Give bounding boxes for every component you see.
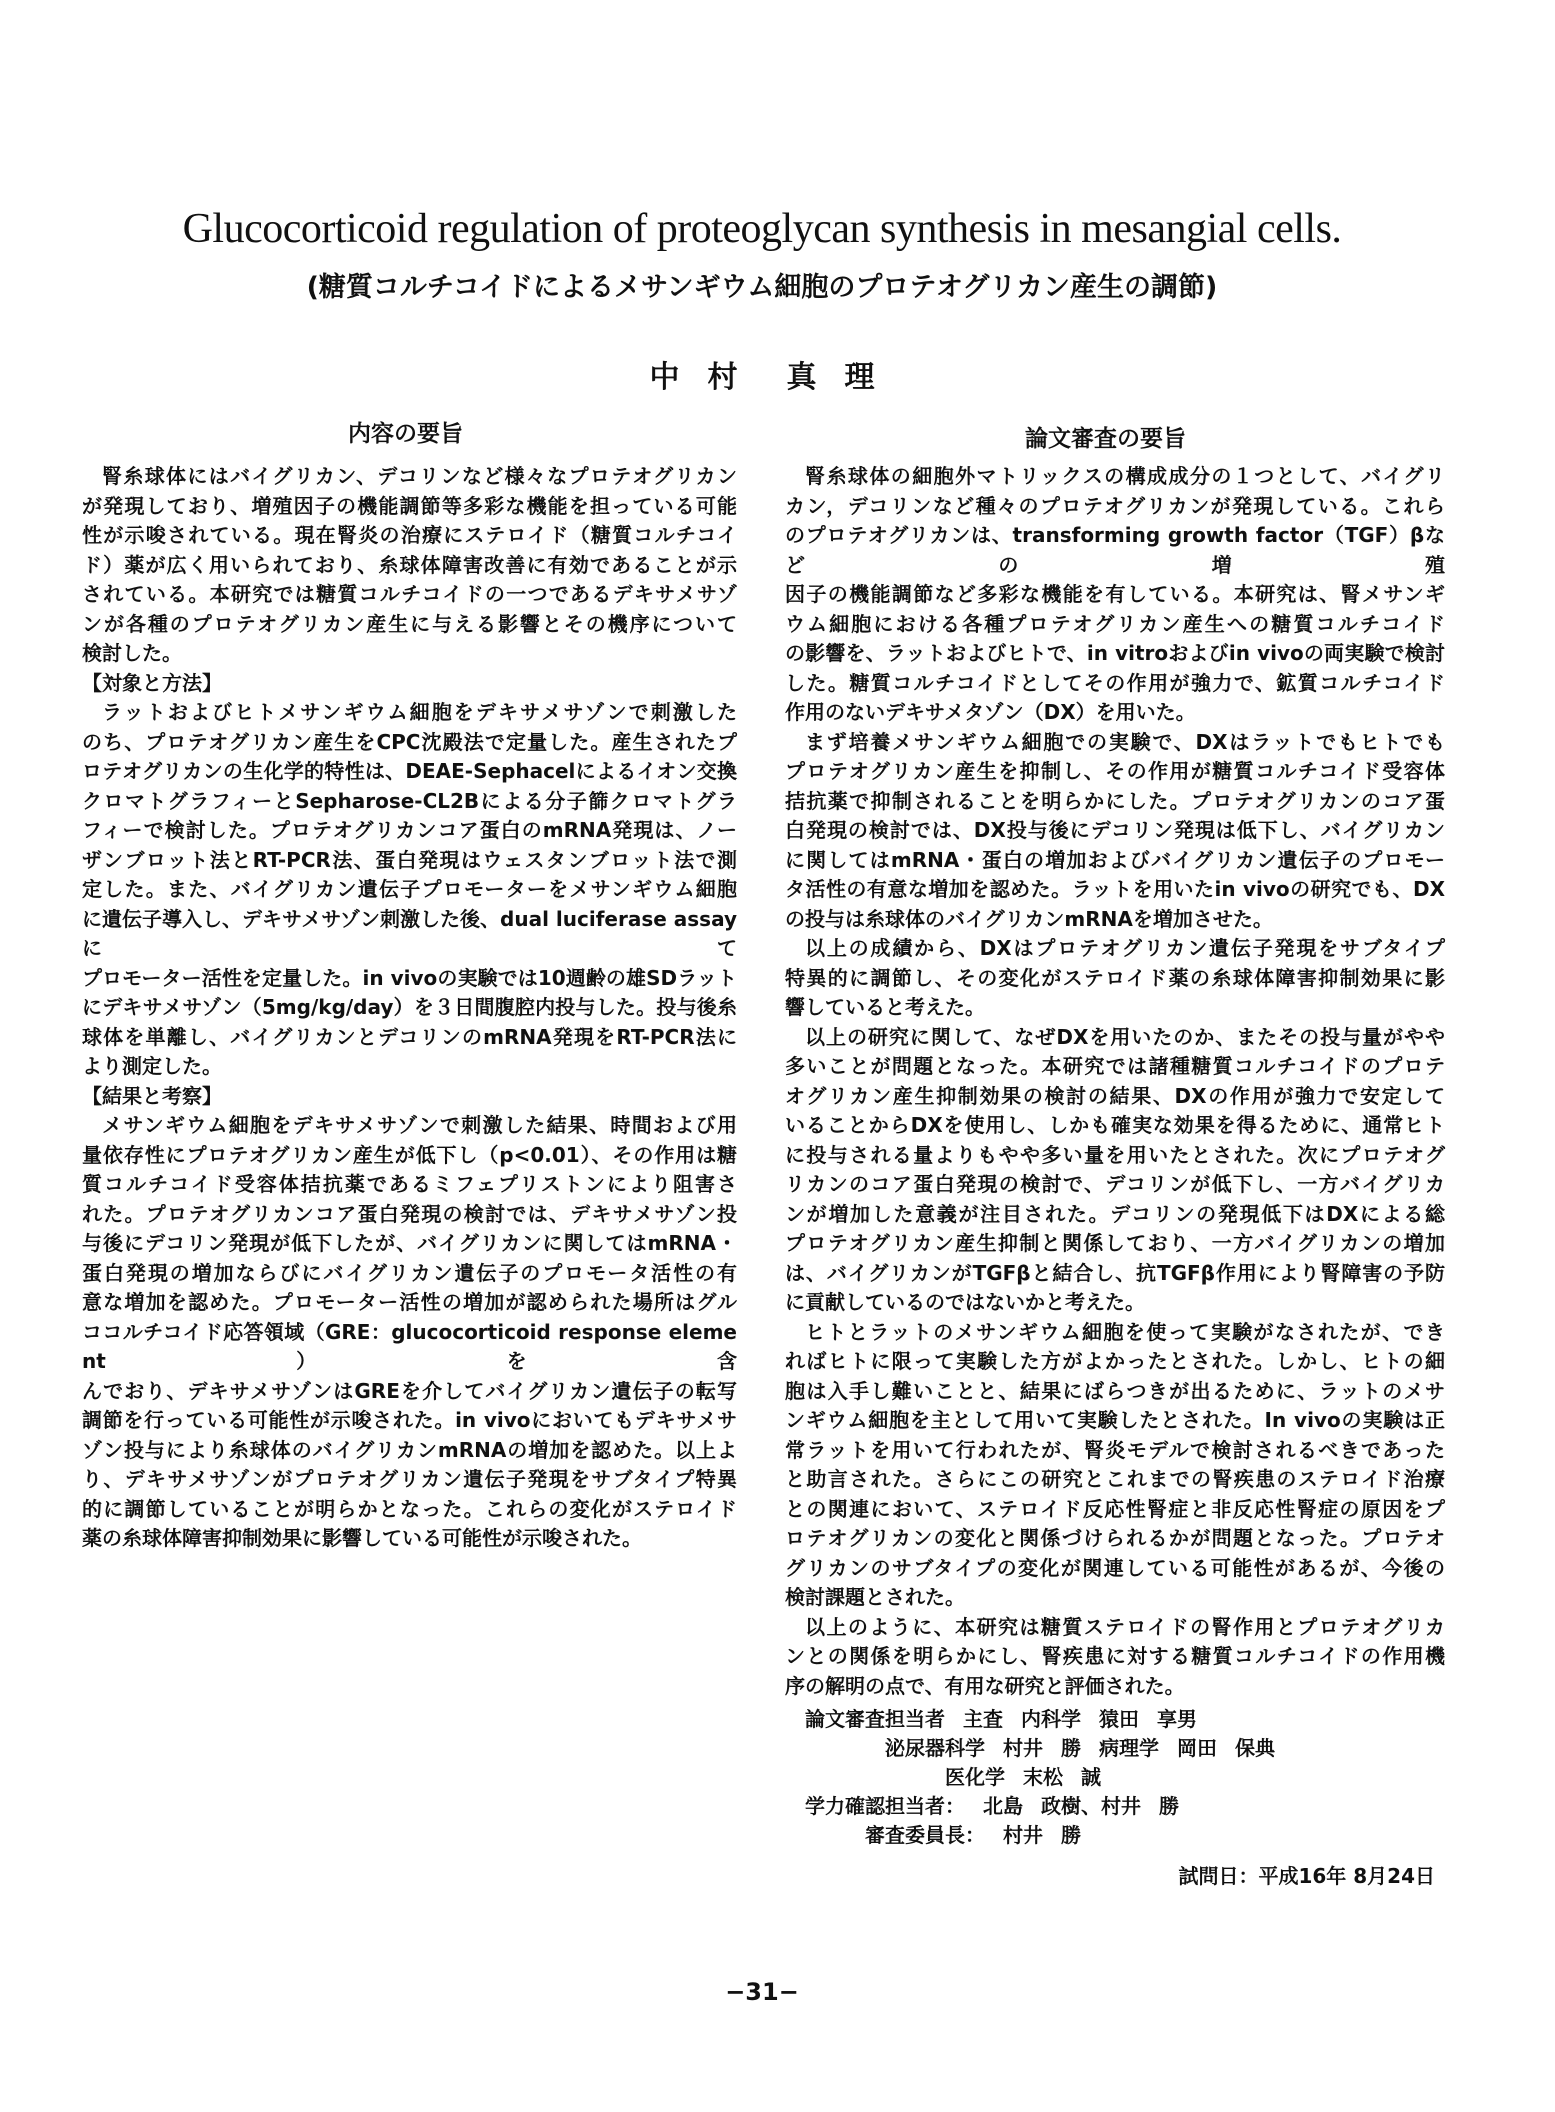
paragraph (785, 728, 1445, 935)
paragraph (785, 1318, 1445, 1613)
text-line: 検討課題とされた。 (785, 1585, 965, 1609)
committee-field: 勝 (1061, 1823, 1081, 1847)
text-line: に投与される量よりもやや多い量を用いたとされた。次にプロテオグ (785, 1142, 1445, 1167)
text-line: メサンギウム細胞をデキサメサゾンで刺激した結果、時間および用 (102, 1113, 737, 1137)
text-line: ンとの関係を明らかにし、腎疾患に対する糖質コルチコイドの作用機 (785, 1644, 1445, 1668)
text-line: 球体を単離し、バイグリカンとデコリンのmRNA発現をRT-PCR法に (82, 1024, 737, 1049)
text-line: グリカンのサブタイプの変化が関連している可能性があるが、今後の (785, 1555, 1445, 1580)
subsection-heading (82, 1082, 737, 1112)
committee-field: 泌尿器科学 (885, 1736, 985, 1760)
text-line: ンが各種のプロテオグリカン産生に与える影響とその機序について (82, 611, 737, 636)
text-line: ゾン投与により糸球体のバイグリカンmRNAの増加を認めた。以上よ (82, 1437, 737, 1462)
committee-field: 勝 (1159, 1794, 1179, 1818)
committee-field: 享男 (1157, 1707, 1197, 1731)
text-line: れた。プロテオグリカンコア蛋白発現の検討では、デキサメサゾン投 (82, 1201, 737, 1226)
committee-field: 北島 (983, 1794, 1023, 1818)
text-line: 因子の機能調節など多彩な機能を有している。本研究は、腎メサンギ (785, 582, 1445, 606)
exam-date: 試問日：平成16年 8月24日 (1178, 1864, 1435, 1888)
text-line: ザンブロット法とRT-PCR法、蛋白発現はウェスタンブロット法で測 (82, 847, 737, 872)
text-line: ロテオグリカンの変化と関係づけられるかが問題となった。プロテオ (785, 1526, 1445, 1550)
review-column (785, 462, 1445, 1892)
committee-field: 審査委員長： (865, 1823, 985, 1847)
text-line: 拮抗薬で抑制されることを明らかにした。プロテオグリカンのコア蛋 (785, 788, 1445, 813)
text-line: 与後にデコリン発現が低下したが、バイグリカンに関してはmRNA・ (82, 1231, 737, 1255)
text-line: 胞は入手し難いことと、結果にばらつきが出るために、ラットのメサ (785, 1378, 1445, 1403)
text-line: ラットおよびヒトメサンギウム細胞をデキサメサゾンで刺激した (102, 700, 737, 724)
committee-field: 医化学 (945, 1765, 1005, 1789)
text-line: んでおり、デキサメサゾンはGREを介してバイグリカン遺伝子の転写 (82, 1378, 737, 1403)
text-line: 特異的に調節し、その変化がステロイド薬の糸球体障害抑制効果に影 (785, 965, 1445, 990)
text-line: 意な増加を認めた。プロモーター活性の増加が認められた場所はグル (82, 1290, 737, 1314)
text-line: されている。本研究では糖質コルチコイドの一つであるデキサメサゾ (82, 582, 737, 606)
committee-field: 保典 (1235, 1736, 1275, 1760)
text-line: ヒトとラットのメサンギウム細胞を使って実験がなされたが、でき (805, 1319, 1445, 1344)
review-body (785, 462, 1445, 1701)
page-number: −31− (725, 1978, 799, 2006)
text-line: 以上の研究に関して、なぜDXを用いたのか、またその投与量がやや (805, 1024, 1445, 1049)
text-line: にデキサメサゾン（5mg/kg/day）を３日間腹腔内投与した。投与後糸 (82, 995, 737, 1019)
text-line: ココルチコイド応答領域（GRE：glucocorticoid response element）を含 (82, 1319, 737, 1373)
text-line: した。糖質コルチコイドとしてその作用が強力で、鉱質コルチコイド (785, 670, 1445, 695)
text-line: ド）薬が広く用いられており、糸球体障害改善に有効であることが示 (82, 552, 737, 577)
committee-field: 猿田 (1099, 1707, 1139, 1731)
text-line: は、バイグリカンがTGFβと結合し、抗TGFβ作用により腎障害の予防 (785, 1260, 1445, 1285)
paragraph (82, 698, 737, 1082)
text-line: り、デキサメサゾンがプロテオグリカン遺伝子発現をサブタイプ特異 (82, 1467, 737, 1491)
paper-title: Glucocorticoid regulation of proteoglycan synthesis in mesangial cells. (182, 206, 1342, 252)
text-line: 検討した。 (82, 641, 182, 665)
text-line: 常ラットを用いて行われたが、腎炎モデルで検討されるべきであった (785, 1437, 1445, 1462)
text-line: 腎糸球体にはバイグリカン、デコリンなど様々なプロテオグリカン (102, 464, 737, 488)
text-line: に関してはmRNA・蛋白の増加およびバイグリカン遺伝子のプロモー (785, 847, 1445, 872)
text-line: 性が示唆されている。現在腎炎の治療にステロイド（糖質コルチコイ (82, 523, 737, 547)
text-line: 以上の成績から、DXはプロテオグリカン遺伝子発現をサブタイプ (805, 936, 1445, 960)
text-line: 【結果と考察】 (82, 1083, 222, 1108)
paragraph (785, 1023, 1445, 1318)
text-line: まず培養メサンギウム細胞での実験で、DXはラットでもヒトでも (805, 729, 1445, 754)
committee-field: 村井 (1003, 1823, 1043, 1847)
subsection-heading (82, 669, 737, 699)
text-line: 的に調節していることが明らかとなった。これらの変化がステロイド (82, 1496, 737, 1521)
text-line: ンが増加した意義が注目された。デコリンの発現低下はDXによる総 (785, 1201, 1445, 1226)
author-char: 真 (786, 360, 817, 395)
text-line: 序の解明の点で、有用な研究と評価された。 (785, 1673, 1185, 1698)
paragraph (82, 1111, 737, 1554)
text-line: より測定した。 (82, 1054, 222, 1078)
text-line: ロテオグリカンの生化学的特性は、DEAE-Sephacelによるイオン交換 (82, 759, 737, 783)
section-heading-summary: 内容の要旨 (348, 421, 463, 447)
section-heading-review: 論文審査の要旨 (1025, 426, 1186, 452)
text-line: のプロテオグリカンは、transforming growth factor（TGF）βなどの増殖 (785, 523, 1445, 577)
committee-row (785, 1763, 1445, 1792)
text-line: ンギウム細胞を主として用いて実験したとされた。In vivoの実験は正 (785, 1408, 1445, 1432)
text-line: 白発現の検討では、DX投与後にデコリン発現は低下し、バイグリカン (785, 818, 1445, 842)
committee-field: 病理学 (1099, 1736, 1159, 1760)
committee-field: 誠 (1081, 1765, 1101, 1789)
committee-field: 村井 (1003, 1736, 1043, 1760)
text-line: フィーで検討した。プロテオグリカンコア蛋白のmRNA発現は、ノー (82, 818, 737, 842)
text-line: 蛋白発現の増加ならびにバイグリカン遺伝子のプロモータ活性の有 (82, 1260, 737, 1285)
summary-column (82, 462, 737, 1554)
paragraph (82, 462, 737, 669)
text-line: の影響を、ラットおよびヒトで、in vitroおよびin vivoの両実験で検討 (785, 641, 1445, 665)
text-line: プロモーター活性を定量した。in vivoの実験では10週齢の雄SDラット (82, 965, 737, 990)
committee-field: 政樹、村井 (1041, 1794, 1141, 1818)
text-line: 作用のないデキサメタゾン（DX）を用いた。 (785, 700, 1196, 724)
text-line: と助言された。さらにこの研究とこれまでの腎疾患のステロイド治療 (785, 1467, 1445, 1491)
text-line: 質コルチコイド受容体拮抗薬であるミフェプリストンにより阻害さ (82, 1172, 737, 1196)
committee-field: 勝 (1061, 1736, 1081, 1760)
text-line: 多いことが問題となった。本研究では諸種糖質コルチコイドのプロテ (785, 1054, 1445, 1078)
committee-block (785, 1705, 1445, 1850)
paragraph (785, 934, 1445, 1023)
text-line: 量依存性にプロテオグリカン産生が低下し（p<0.01）、その作用は糖 (82, 1142, 737, 1167)
text-line: クロマトグラフィーとSepharose-CL2Bによる分子篩クロマトグラ (82, 788, 737, 813)
committee-field: 内科学 (1021, 1707, 1081, 1731)
text-line: との関連において、ステロイド反応性腎症と非反応性腎症の原因をプ (785, 1496, 1445, 1521)
text-line: カン，デコリンなど種々のプロテオグリカンが発現している。これら (785, 493, 1445, 518)
text-line: リカンのコア蛋白発現の検討で、デコリンが低下し、一方バイグリカ (785, 1172, 1445, 1196)
text-line: が発現しており、増殖因子の機能調節等多彩な機能を担っている可能 (82, 493, 737, 518)
text-line: ウム細胞における各種プロテオグリカン産生への糖質コルチコイド (785, 611, 1445, 636)
text-line: 【対象と方法】 (82, 670, 222, 695)
text-line: プロテオグリカン産生を抑制し、その作用が糖質コルチコイド受容体 (785, 759, 1445, 783)
text-line: タ活性の有意な増加を認めた。ラットを用いたin vivoの研究でも、DX (785, 877, 1445, 901)
text-line: 腎糸球体の細胞外マトリックスの構成成分の１つとして、バイグリ (805, 464, 1445, 488)
committee-row (785, 1821, 1445, 1850)
text-line: 薬の糸球体障害抑制効果に影響している可能性が示唆された。 (82, 1526, 642, 1550)
text-line: のち、プロテオグリカン産生をCPC沈殿法で定量した。産生されたプ (82, 729, 737, 754)
committee-row (785, 1792, 1445, 1821)
author-char: 村 (707, 360, 738, 395)
text-line: 以上のように、本研究は糖質ステロイドの腎作用とプロテオグリカ (805, 1614, 1445, 1639)
text-line: 調節を行っている可能性が示唆された。in vivoにおいてもデキサメサ (82, 1408, 737, 1432)
paper-subtitle-japanese: (糖質コルチコイドによるメサンギウム細胞のプロテオグリカン産生の調節) (306, 272, 1218, 303)
text-line: 定した。また、バイグリカン遺伝子プロモーターをメサンギウム細胞 (82, 877, 737, 901)
committee-field: 末松 (1023, 1765, 1063, 1789)
paragraph (785, 462, 1445, 728)
committee-field: 岡田 (1177, 1736, 1217, 1760)
text-line: に貢献しているのではないかと考えた。 (785, 1290, 1145, 1314)
author-char: 理 (844, 360, 875, 395)
committee-field: 学力確認担当者： (805, 1794, 965, 1818)
text-line: いることからDXを使用し、しかも確実な効果を得るために、通常ヒト (785, 1113, 1445, 1137)
text-line: に遺伝子導入し、デキサメサゾン刺激した後、dual luciferase assayにて (82, 906, 737, 960)
committee-field: 主査 (963, 1707, 1003, 1731)
author-name (82, 352, 1442, 396)
committee-row (785, 1734, 1445, 1763)
committee-field: 論文審査担当者 (805, 1707, 945, 1731)
paragraph (785, 1613, 1445, 1702)
text-line: の投与は糸球体のバイグリカンmRNAを増加させた。 (785, 906, 1273, 931)
text-line: ればヒトに限って実験した方がよかったとされた。しかし、ヒトの細 (785, 1349, 1445, 1373)
author-char: 中 (649, 360, 680, 395)
text-line: プロテオグリカン産生抑制と関係しており、一方バイグリカンの増加 (785, 1231, 1445, 1255)
text-line: オグリカン産生抑制効果の検討の結果、DXの作用が強力で安定して (785, 1083, 1445, 1108)
text-line: 響していると考えた。 (785, 995, 985, 1019)
committee-row (785, 1705, 1445, 1734)
